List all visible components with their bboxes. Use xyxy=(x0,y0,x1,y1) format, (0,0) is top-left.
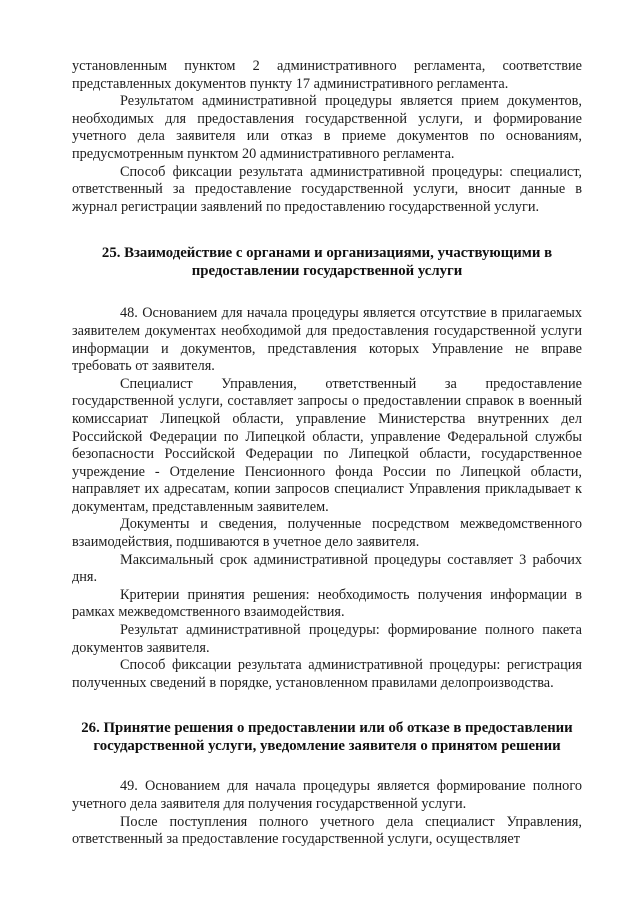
paragraph-procedure-result-2: Результат административной процедуры: формирование полного пакета документов заявителя. xyxy=(72,622,582,656)
paragraph-continuation: установленным пунктом 2 административного регламента, соответствие представленных документов пункту 17 административного регламента. xyxy=(72,58,582,92)
paragraph-max-term: Максимальный срок административной процедуры составляет 3 рабочих дня. xyxy=(72,551,582,586)
section-heading-26: 26. Принятие решения о предоставлении или об отказе в предоставлении государственной услуги, уведомление заявителя о принятом решении xyxy=(81,720,573,755)
paragraph-specialist-requests: Специалист Управления, ответственный за предоставление государственной услуги, составляет запросы о предоставлении справок в военный комиссариат Липецкой области, управление Министерства внутренних дел Российской Федерации по Липецкой области, управление Федеральной службы безопасности Российской Федерации по Липецкой области, государственное учреждение - Отделение Пенсионного фонда России по Липецкой области, направляет их адресатам, копии запросов специалист Управления прикладывает к документам, представленным заявителем. xyxy=(72,375,582,515)
paragraph-48: 48. Основанием для начала процедуры является отсутствие в прилагаемых заявителем документах необходимой для предоставления государственной услуги информации и документов, представления которых Управление не вправе требовать от заявителя. xyxy=(72,305,582,375)
paragraph-fixation-method-2: Способ фиксации результата административной процедуры: регистрация полученных сведений в порядке, установленном правилами делопроизводства. xyxy=(72,657,582,691)
section-heading-25: 25. Взаимодействие с органами и организациями, участвующими в предоставлении государственной услуги xyxy=(101,245,553,280)
paragraph-procedure-result: Результатом административной процедуры является прием документов, необходимых для предоставления государственной услуги, и формирование учетного дела заявителя или отказ в приеме документов по основаниям, предусмотренным пунктом 20 административного регламента. xyxy=(72,93,582,162)
paragraph-documents-attached: Документы и сведения, полученные посредством межведомственного взаимодействия, подшиваются в учетное дело заявителя. xyxy=(72,516,582,551)
paragraph-fixation-method: Способ фиксации результата административной процедуры: специалист, ответственный за предоставление государственной услуги, вносит данные в журнал регистрации заявлений по предоставлению государственной услуги. xyxy=(72,163,582,215)
paragraph-49: 49. Основанием для начала процедуры является формирование полного учетного дела заявителя для получения государственной услуги. xyxy=(72,778,582,812)
paragraph-decision-criteria: Критерии принятия решения: необходимость получения информации в рамках межведомственного взаимодействия. xyxy=(72,586,582,621)
paragraph-after-receipt: После поступления полного учетного дела специалист Управления, ответственный за предоставление государственной услуги, осуществляет xyxy=(72,813,582,848)
